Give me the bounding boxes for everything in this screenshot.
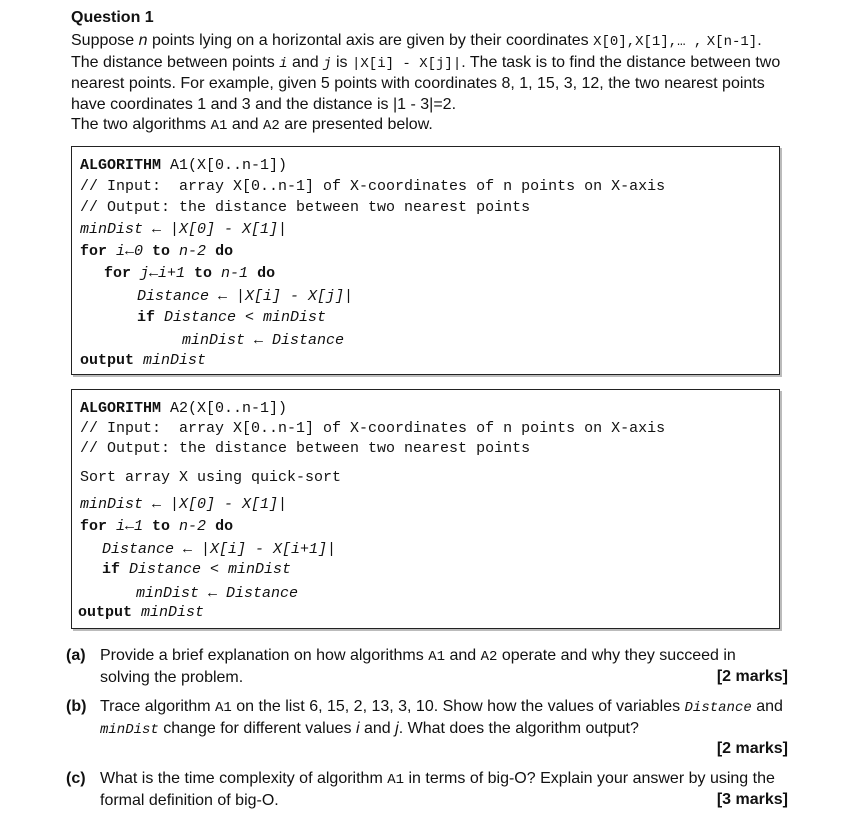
algo-for-outer: for i←0 to n-2 do <box>80 243 234 260</box>
algo-input-comment: // Input: array X[0..n-1] of X-coordinates of n points on X-axis <box>80 420 666 437</box>
intro-text: is <box>331 53 352 71</box>
part-label: (a) <box>66 647 86 664</box>
part-text: Trace algorithm A1 on the list 6, 15, 2, 13, 3, 10. Show how the values of variables Distance and minDist change for different values i and j. What does the algorithm output? <box>100 698 783 738</box>
intro-var-i: i <box>279 55 288 72</box>
algo-init-line: minDist ← |X[0] - X[1]| <box>80 496 288 513</box>
intro-text: . The distance between points <box>71 32 762 71</box>
algo-sort-line: Sort array X using quick-sort <box>80 469 342 486</box>
intro-code: A1 <box>210 118 228 135</box>
intro-text: are presented below. <box>279 116 433 134</box>
intro-text: and <box>227 116 264 134</box>
intro-text: Suppose <box>71 32 139 49</box>
algo-for-inner: for j←i+1 to n-1 do <box>104 265 276 282</box>
intro-code: X[n-1] <box>706 34 758 50</box>
algo-output-comment: // Output: the distance between two nearest points <box>80 199 531 216</box>
algo-distance-line: Distance ← |X[i] - X[i+1]| <box>102 541 337 558</box>
algo-distance-line: Distance ← |X[i] - X[j]| <box>137 288 354 305</box>
part-text: Provide a brief explanation on how algorithms A1 and A2 operate and why they succeed in solving the problem. <box>100 647 736 686</box>
part-label: (b) <box>66 698 87 715</box>
part-b <box>66 697 788 759</box>
question-title: Question 1 <box>71 9 154 26</box>
algo-if-line: if Distance < minDist <box>137 309 327 326</box>
algo-if-line: if Distance < minDist <box>102 561 292 578</box>
algo-input-comment: // Input: array X[0..n-1] of X-coordinates of n points on X-axis <box>80 178 666 195</box>
algorithm-a1-box <box>71 146 780 375</box>
marks-label: [3 marks] <box>716 791 788 808</box>
marks-label: [2 marks] <box>716 668 788 685</box>
intro-code: X[0],X[1],… , <box>593 34 703 50</box>
intro-text: points lying on a horizontal axis are given by their coordinates <box>147 32 594 49</box>
algo-header: ALGORITHM A1(X[0..n-1]) <box>80 157 288 174</box>
part-a <box>66 646 788 688</box>
algo-assign-line: minDist ← Distance <box>136 585 299 602</box>
part-text: What is the time complexity of algorithm A1 in terms of big-O? Explain your answer by using the formal definition of big-O. <box>100 770 775 809</box>
intro-text: and <box>287 53 324 71</box>
intro-text: . The task is to find the distance between two nearest points. For example, given 5 points with coordinates 8, 1, 15, 3, 12, the two nearest points have coordinates 1 and 3 and the distance is |1 - 3|=2. <box>71 53 781 113</box>
intro-text: The two algorithms <box>71 116 211 134</box>
algo-assign-line: minDist ← Distance <box>182 332 345 349</box>
algo-output-comment: // Output: the distance between two nearest points <box>80 440 531 457</box>
algorithm-a2-box <box>71 389 780 629</box>
algo-header: ALGORITHM A2(X[0..n-1]) <box>80 400 288 417</box>
marks-label: [2 marks] <box>716 740 788 757</box>
intro-code: |X[i] - X[j]| <box>352 55 462 72</box>
algo-output-line: output minDist <box>80 352 207 369</box>
part-label: (c) <box>66 770 86 787</box>
intro-var-j: j <box>323 55 332 72</box>
part-c <box>66 769 788 811</box>
intro-var-n: n <box>138 32 148 49</box>
algo-for-line: for i←1 to n-2 do <box>80 518 234 535</box>
intro-code: A2 <box>263 118 280 135</box>
algo-output-line: output minDist <box>78 604 205 621</box>
algo-init-line: minDist ← |X[0] - X[1]| <box>80 221 288 238</box>
question-intro <box>71 31 791 137</box>
